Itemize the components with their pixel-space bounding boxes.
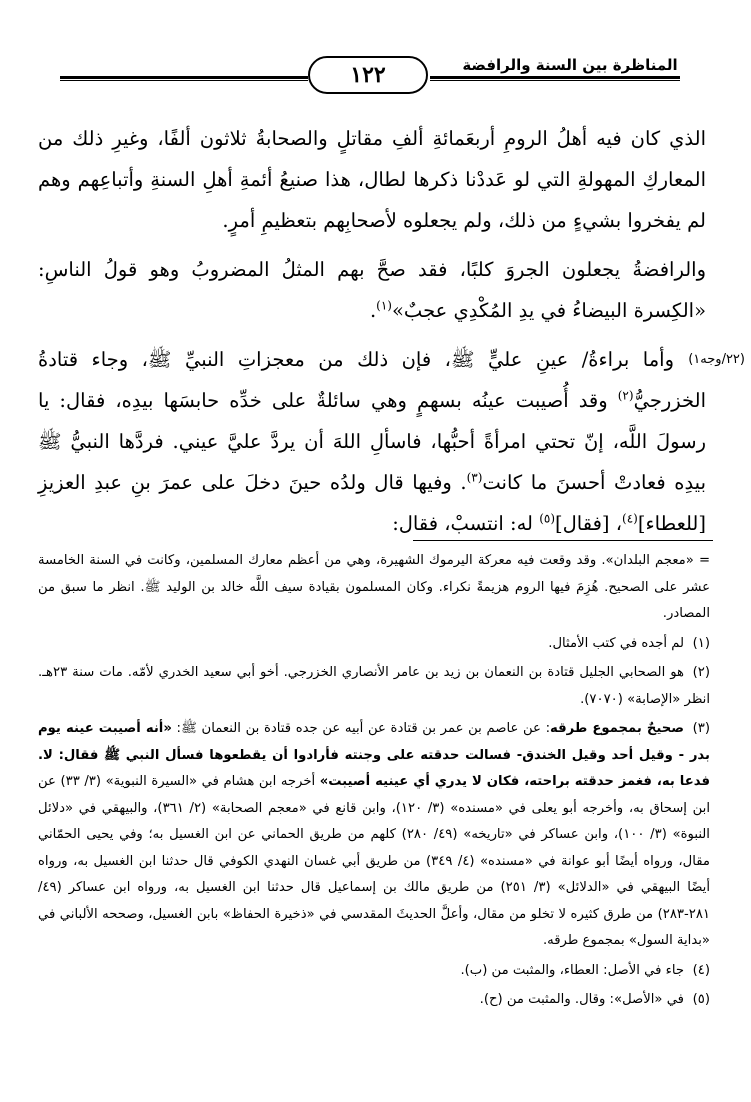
footnote-ref: (٤) <box>622 511 638 526</box>
footnote-number: (٢) <box>692 665 710 680</box>
page-number: ١٢٢ <box>308 56 428 94</box>
footnote-number: (٤) <box>692 962 710 978</box>
footnote <box>38 631 710 658</box>
footnotes <box>38 548 710 1017</box>
footnote <box>38 958 710 985</box>
footnote-text: في «الأصل»: وقال. والمثبت من (ح). <box>479 992 684 1007</box>
margin-note: (٢٢/وجه١) <box>688 352 745 367</box>
footnote <box>38 987 710 1014</box>
paragraph-text: وأما براءةُ/ عينِ عليٍّ ﷺ، فإن ذلك من معجزاتِ النبيِّ ﷺ، وجاء قتادةُ الخزرجيُّ <box>38 348 706 412</box>
header-rule-right <box>430 76 680 81</box>
footnote-text: : عن عاصم بن عمر بن قتادة عن أبيه عن جده قتادة بن النعمان ﷺ: <box>171 721 551 736</box>
paragraph-text: . <box>369 299 377 322</box>
paragraph <box>38 339 706 544</box>
running-title: المناظرة بين السنة والرافضة <box>440 56 700 74</box>
footnote-continuation: = «معجم البلدان». وقد وقعت فيه معركة اليرموك الشهيرة، وهي من أعظم معارك المسلمين، وكانت في السنة الخامسة عشر على الصحيح. هُزِمَ فيها الروم هزيمةً نكراء. وكان المسلمون بقيادة سيف اللَّه خالد بن الوليد ﷺ. انظر ما سبق من المصادر. <box>38 553 710 621</box>
footnote-ref: (٣) <box>466 470 483 485</box>
footnote-bold-text: «أنه أصيبت عينه يوم بدر - وقيل أحد وقيل الخندق- فسالت حدقته على وجنته فأرادوا أن يقطعوها فسأل النبي ﷺ فقال: لا. فدعا به، فغمز حدقته براحته، فكان لا يدري أي عينيه أصيبت» <box>38 721 711 789</box>
paragraph-text: والرافضةُ يجعلون الجروَ كلبًا، فقد صحَّ بهم المثلُ المضروبُ وهو قولُ الناسِ: «الكِسرة البيضاءُ في يدِ المُكْدِي عجبٌ» <box>38 258 706 322</box>
footnote-ref: (٥) <box>539 511 556 526</box>
page-header <box>60 52 680 98</box>
footnote-number: (٣) <box>692 721 710 736</box>
footnote-text: هو الصحابي الجليل قتادة بن النعمان بن زيد بن عامر الأنصاري الخزرجي. أخو أبي سعيد الخدري لأمّه. مات سنة ٢٣هـ. انظر «الإصابة» (٧٠٧٠). <box>38 665 710 707</box>
paragraph-text: له: انتسبْ، فقال: <box>392 512 540 535</box>
footnote-text: لم أجده في كتب الأمثال. <box>548 635 684 651</box>
footnote <box>38 660 710 713</box>
footnote-ref: (٢) <box>617 388 634 403</box>
paragraph: الذي كان فيه أهلُ الرومِ أربعَمائةِ ألفِ مقاتلٍ والصحابةُ ثلاثون ألفًا، وغيرِ ذلك من المعاركِ المهولةِ التي لو عَددْنا ذكرها لطال، هذا صنيعُ أئمةِ أهلِ السنةِ وأتباعِهم وهم لم يفخروا بشيءٍ من ذلك، ولم يجعلوه لأصحابِهم بتعظيمِ أمرٍ. <box>38 127 706 232</box>
footnote-bold-text: صحيحٌ بمجموع طرقه <box>550 721 684 736</box>
paragraph-text: ، [فقال] <box>555 512 623 535</box>
paragraph-text: . وفيها قال ولدُه حينَ دخلَ على عمرَ بنِ عبدِ العزيزِ [للعطاء] <box>38 471 706 535</box>
paragraph <box>38 249 706 331</box>
footnote-text: أخرجه ابن هشام في «السيرة النبوية» (٣/ ٣٣) عن ابن إسحاق به، وأخرجه أبو يعلى في «مسنده» (٣/ ١٢٠)، وابن قانع في «معجم الصحابة» (٢/ ٣٦١)، والبيهقي في «دلائل النبوة» (٣/ ١٠٠)، وابن عساكر في «تاريخه» (٤٩/ ٢٨٠) كلهم من طريق الحماني عن ابن الغسيل به؛ وفي يحيى الحمّاني مقال، ورواه أيضًا أبو عوانة في «مسنده» (٤/ ٣٤٩) من طريق أبي غسان النهدي الكوفي قال حدثنا ابن الغسيل به، ورواه أيضًا البيهقي في «الدلائل» (٣/ ٢٥١) من طريق مالك بن إسماعيل قال حدثنا ابن الغسيل به، ورواه ابن عساكر (٤٩/ ٢٨١-٢٨٣) من طرق كثيره لا تخلو من مقال، وأعلَّ الحديثَ المقدسي في «ذخيرة الحفاظ» بابن الغسيل، وصححه الألباني في «بداية السول» بمجموع طرقه. <box>38 774 711 948</box>
header-rule-left <box>60 76 308 81</box>
paragraph-text: وقد أُصيبت عينُه بسهمٍ وهي سائلةٌ على خدِّه حابسَها بيدِه، فقال: يا رسولَ اللَّه، إنّ تحتي امرأةً أحبُّها، فاسألِ اللهَ أن يردَّ عليَّ عيني. فردَّها النبيُّ ﷺ بيدِه فعادتْ أحسنَ ما كانت <box>38 389 706 494</box>
footnote-separator <box>413 540 713 541</box>
footnote <box>38 716 710 955</box>
footnote-text: جاء في الأصل: العطاء، والمثبت من (ب). <box>460 962 684 978</box>
footnote-number: (١) <box>692 635 710 651</box>
footnote-ref: (١) <box>376 298 392 313</box>
main-text <box>38 118 706 552</box>
footnote-number: (٥) <box>692 992 710 1007</box>
